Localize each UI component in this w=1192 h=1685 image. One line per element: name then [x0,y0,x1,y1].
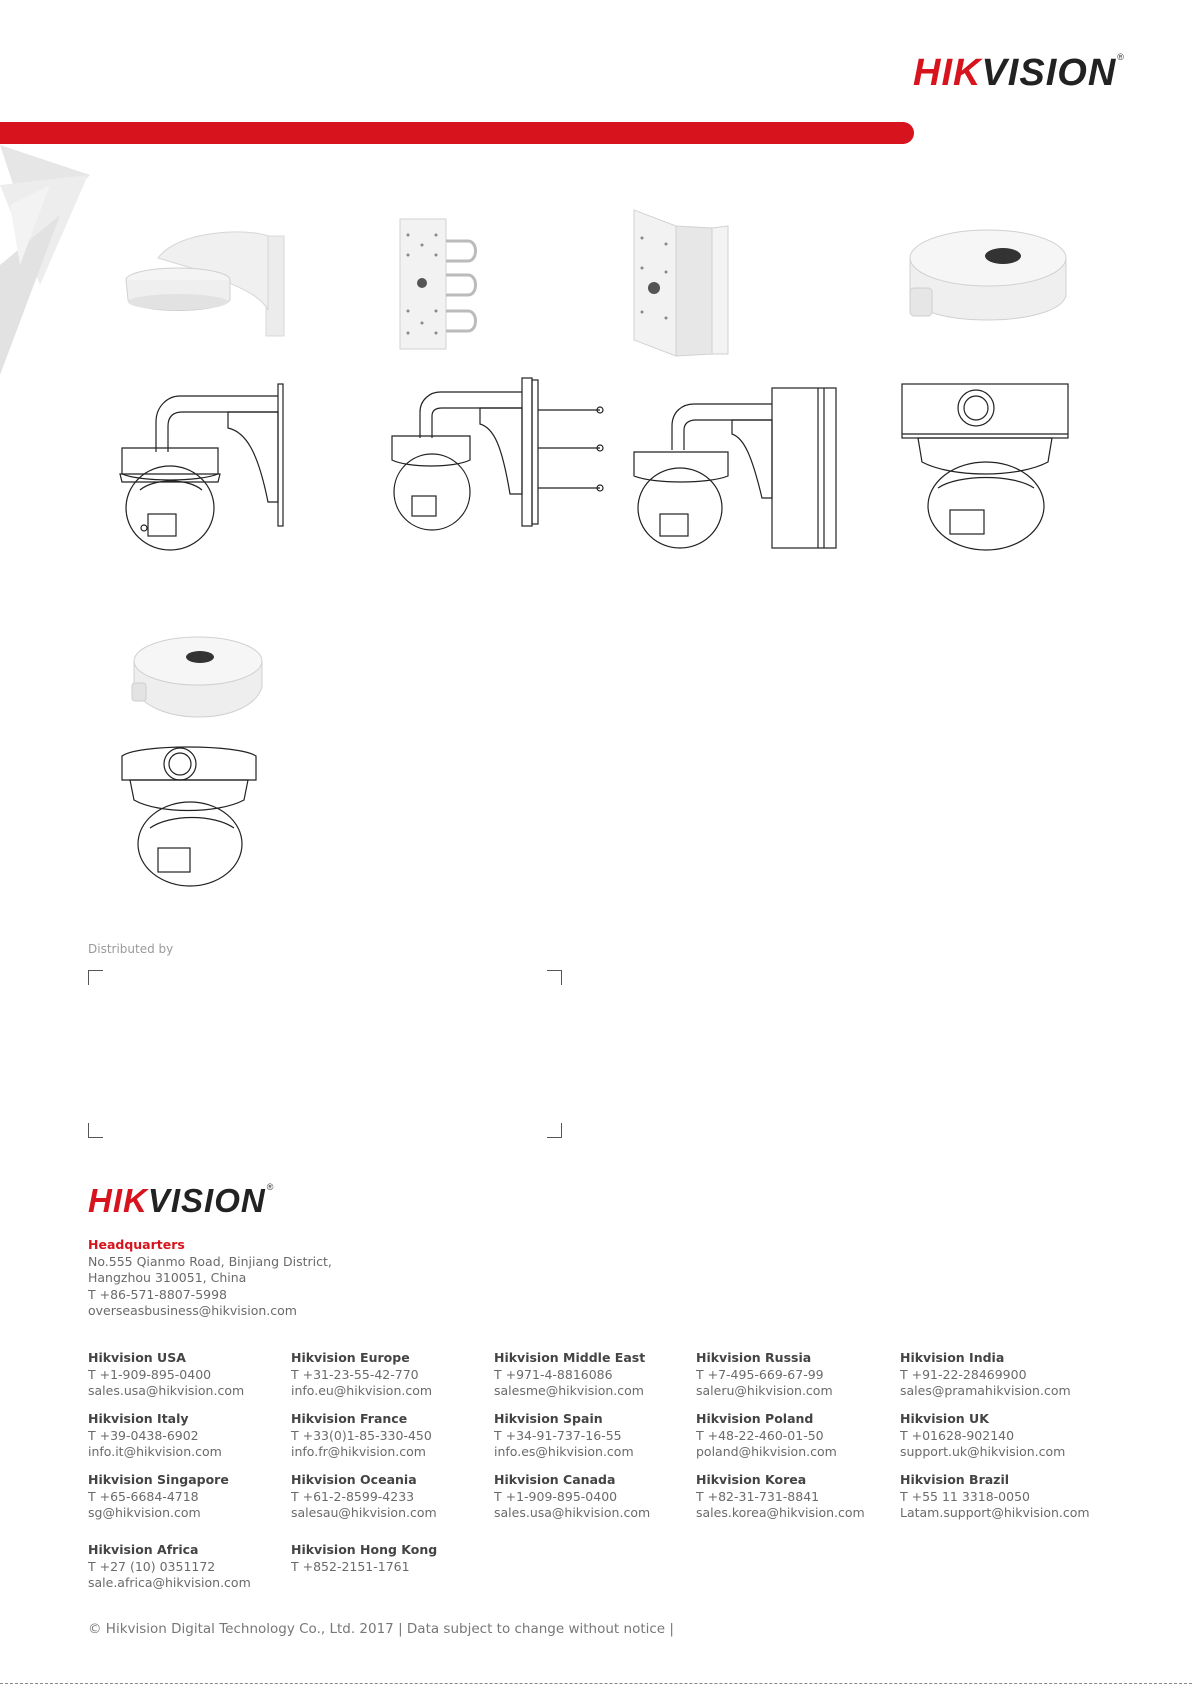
office-block [88,1542,251,1592]
office-block [291,1411,432,1461]
headquarters-line: T +86-571-8807-5998 [88,1286,228,1302]
office-name: Hikvision Korea [696,1472,807,1487]
junction-box-photo [898,218,1078,343]
office-phone: T +55 11 3318-0050 [900,1488,1030,1504]
office-name: Hikvision Spain [494,1411,603,1426]
office-block [88,1350,244,1400]
headquarters-line: overseasbusiness@hikvision.com [88,1303,297,1318]
office-block [494,1350,645,1400]
office-block [900,1411,1065,1461]
office-name: Hikvision Hong Kong [291,1542,438,1557]
headquarters-title: Headquarters [88,1237,185,1252]
office-name: Hikvision Europe [291,1350,410,1365]
office-email: info.it@hikvision.com [88,1444,222,1459]
office-email: info.eu@hikvision.com [291,1383,433,1398]
office-phone: T +33(0)1-85-330-450 [291,1427,432,1443]
distributor-box [88,970,562,1138]
header-red-bar [0,122,914,144]
cut-line [0,1683,1192,1684]
office-name: Hikvision Brazil [900,1472,1010,1487]
office-block [494,1411,634,1461]
pole-mount-photo [398,215,498,353]
headquarters-line: Hangzhou 310051, China [88,1270,247,1285]
office-phone: T +48-22-460-01-50 [696,1427,824,1443]
office-name: Hikvision USA [88,1350,186,1365]
office-email: sales.usa@hikvision.com [88,1383,245,1398]
office-name: Hikvision Middle East [494,1350,646,1365]
office-email: support.uk@hikvision.com [900,1444,1066,1459]
office-phone: T +971-4-8816086 [494,1366,613,1382]
office-block [88,1472,229,1522]
decorative-triangles [0,145,100,385]
hikvision-logo: HIKVISION® [913,52,1125,94]
office-phone: T +31-23-55-42-770 [291,1366,419,1382]
office-phone: T +61-2-8599-4233 [291,1488,415,1504]
office-name: Hikvision Russia [696,1350,812,1365]
office-phone: T +34-91-737-16-55 [494,1427,622,1443]
office-name: Hikvision India [900,1350,1005,1365]
corner-mark [88,970,103,985]
office-email: sales.korea@hikvision.com [696,1505,865,1520]
office-name: Hikvision Italy [88,1411,189,1426]
office-phone: T +91-22-28469900 [900,1366,1027,1382]
junction-box-drawing [898,382,1078,552]
office-email: salesau@hikvision.com [291,1505,437,1520]
headquarters-block [88,1237,332,1320]
corner-mark [547,1123,562,1138]
junction-box-2-drawing [118,740,268,890]
wall-mount-bracket-photo [118,210,293,352]
corner-mark [88,1123,103,1138]
office-block [88,1411,222,1461]
office-phone: T +27 (10) 0351172 [88,1558,216,1574]
corner-mark [547,970,562,985]
office-block [696,1411,837,1461]
copyright-notice: © Hikvision Digital Technology Co., Ltd. 2017 | Data subject to change without notice | [88,1621,674,1637]
office-email: sg@hikvision.com [88,1505,201,1520]
office-phone: T +65-6684-4718 [88,1488,199,1504]
office-phone: T +01628-902140 [900,1427,1015,1443]
office-phone: T +39-0438-6902 [88,1427,199,1443]
office-phone: T +7-495-669-67-99 [696,1366,824,1382]
office-phone: T +82-31-731-8841 [696,1488,820,1504]
office-phone: T +852-2151-1761 [291,1558,410,1574]
office-email: info.es@hikvision.com [494,1444,634,1459]
office-block [900,1472,1090,1522]
office-block [696,1472,865,1522]
distributed-by-label: Distributed by [88,942,174,956]
corner-mount-drawing [632,386,842,554]
office-name: Hikvision France [291,1411,408,1426]
office-phone: T +1-909-895-0400 [88,1366,212,1382]
office-block [696,1350,833,1400]
office-email: sales@pramahikvision.com [900,1383,1071,1398]
office-block [291,1472,437,1522]
office-email: sale.africa@hikvision.com [88,1575,251,1590]
office-email: salesme@hikvision.com [494,1383,644,1398]
hikvision-logo-footer: HIKVISION® [88,1182,275,1219]
office-email: sales.usa@hikvision.com [494,1505,651,1520]
office-block [494,1472,650,1522]
office-name: Hikvision Poland [696,1411,814,1426]
headquarters-line: No.555 Qianmo Road, Binjiang District, [88,1253,332,1269]
office-name: Hikvision Oceania [291,1472,417,1487]
office-name: Hikvision Canada [494,1472,616,1487]
office-block [291,1350,432,1400]
office-email: Latam.support@hikvision.com [900,1505,1090,1520]
office-name: Hikvision Africa [88,1542,199,1557]
junction-box-2-photo [128,625,268,725]
pole-mount-drawing [390,376,610,552]
office-block [291,1542,437,1575]
office-name: Hikvision UK [900,1411,989,1426]
office-email: info.fr@hikvision.com [291,1444,426,1459]
office-block [900,1350,1071,1400]
office-phone: T +1-909-895-0400 [494,1488,618,1504]
office-email: poland@hikvision.com [696,1444,837,1459]
office-name: Hikvision Singapore [88,1472,229,1487]
wall-mount-drawing [118,382,293,552]
corner-mount-photo [632,208,732,358]
office-email: saleru@hikvision.com [696,1383,833,1398]
